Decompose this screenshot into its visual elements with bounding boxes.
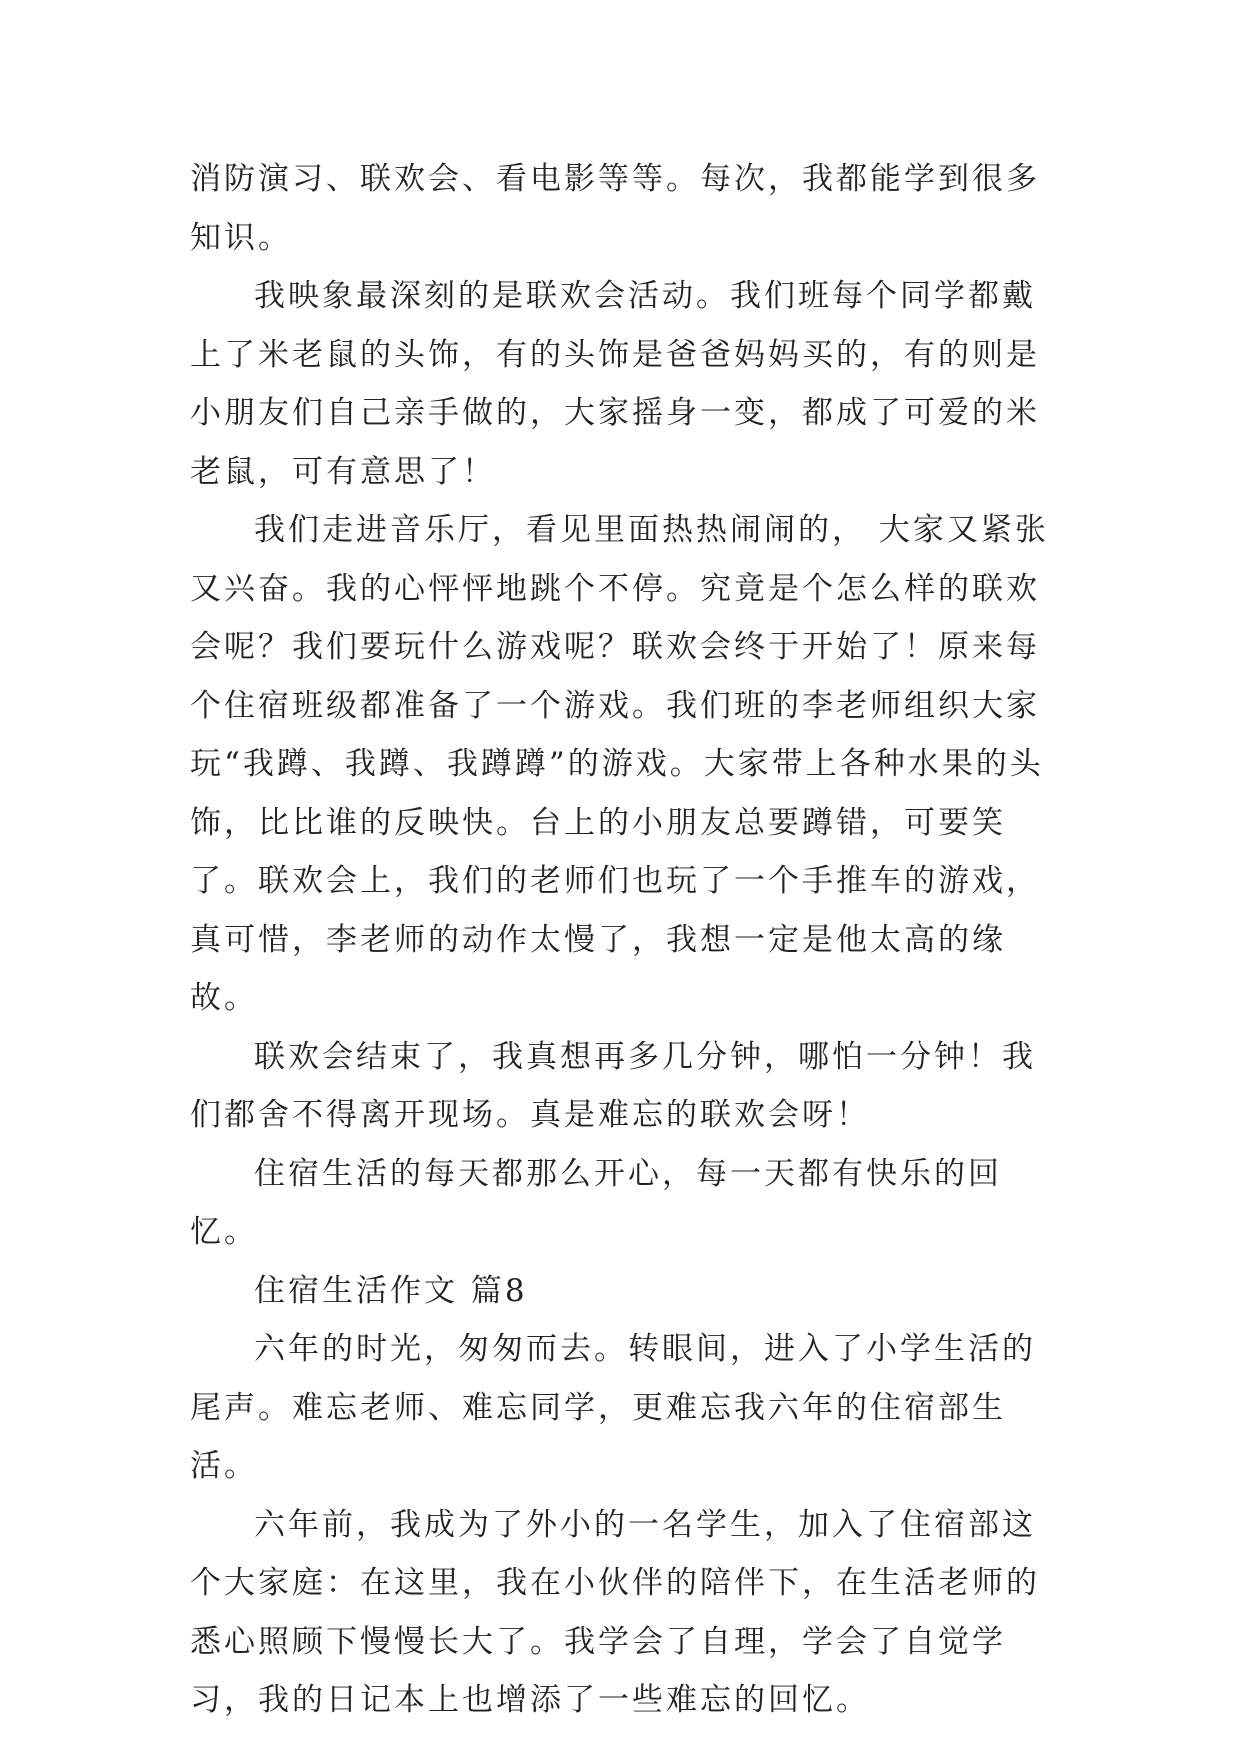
paragraph-1: 消防演习、联欢会、看电影等等。每次，我都能学到很多知识。 [190,161,1040,256]
paragraph-7: 六年前，我成为了外小的一名学生，加入了住宿部这个大家庭：在这里，我在小伙伴的陪伴下，在生活老师的悉心照顾下慢慢长大了。我学会了自理，学会了自觉学习，我的日记本上也增添了一些难忘的回忆。 [190,1506,1040,1718]
paragraph-3: 我们走进音乐厅，看见里面热热闹闹的， 大家又紧张又兴奋。我的心怦怦地跳个不停。究竟是个怎么样的联欢会呢？我们要玩什么游戏呢？联欢会终于开始了！原来每个住宿班级都准备了一个游戏。我们班的李老师组织大家玩“我蹲、我蹲、我蹲蹲”的游戏。大家带上各种水果的头饰，比比谁的反映快。台上的小朋友总要蹲错，可要笑了。联欢会上，我们的老师们也玩了一个手推车的游戏，真可惜，李老师的动作太慢了，我想一定是他太高的缘故。 [190,512,1049,1016]
paragraph-6: 六年的时光，匆匆而去。转眼间，进入了小学生活的尾声。难忘老师、难忘同学，更难忘我六年的住宿部生活。 [190,1331,1036,1484]
paragraph-5: 住宿生活的每天都那么开心，每一天都有快乐的回忆。 [190,1155,1002,1250]
paragraph-2: 我映象最深刻的是联欢会活动。我们班每个同学都戴上了米老鼠的头饰，有的头饰是爸爸妈妈买的，有的则是小朋友们自己亲手做的，大家摇身一变，都成了可爱的米老鼠，可有意思了！ [190,278,1040,490]
document-body [190,150,1050,1730]
paragraph-4: 联欢会结束了，我真想再多几分钟，哪怕一分钟！我们都舍不得离开现场。真是难忘的联欢会呀！ [190,1038,1036,1133]
section-heading: 住宿生活作文 篇8 [254,1272,528,1309]
